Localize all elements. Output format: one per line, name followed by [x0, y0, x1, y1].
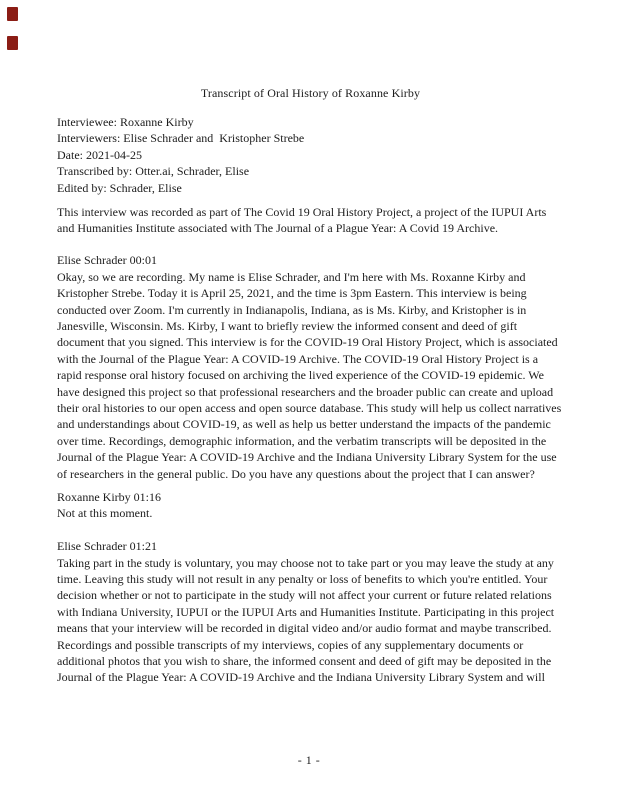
segment-timestamp: 00:01: [129, 253, 157, 268]
segment-heading: [57, 252, 564, 268]
red-corner-mark: [7, 36, 18, 50]
page-number: - 1 -: [297, 753, 321, 767]
segment-text: Okay, so we are recording. My name is Elise Schrader, and I'm here with Ms. Roxanne Kirby and Kristopher Strebe. Today it is April 25, 2021, and the time is 3pm Eastern. This interview is being conducted over Zoom. I'm currently in Indianapolis, Indiana, as is Ms. Kirby, and Kristopher is in Janesville, Wisconsin. Ms. Kirby, I want to briefly review the informed consent and deed of gift document that you signed. This interview is for the COVID-19 Oral History Project, which is associated with the Journal of the Plague Year: A COVID-19 Archive. The COVID-19 Oral History Project is a rapid response oral history focused on archiving the lived experience of the COVID-19 epidemic. We have designed this project so that professional researchers and the broader public can create and upload their oral histories to our open access and open source database. This study will help us collect narratives and understandings about COVID-19, as well as help us better understand the impacts of the pandemic over time. Recordings, demographic information, and the verbatim transcripts will be deposited in the Journal of the Plague Year: A COVID-19 Archive and the Indiana University Library System for the use of researchers in the general public. Do you have any questions about the project that I can answer?: [57, 269, 562, 481]
metadata-edited-by: Edited by: Schrader, Elise: [57, 180, 182, 195]
red-corner-mark: [7, 7, 18, 21]
page-footer: [0, 752, 618, 768]
segment-timestamp: 01:21: [129, 539, 157, 554]
metadata-date: Date: 2021-04-25: [57, 147, 142, 162]
speaker-name: Elise Schrader: [57, 253, 127, 268]
segment-text: Not at this moment.: [57, 505, 153, 520]
transcript-segment: [57, 489, 564, 522]
segment-heading: [57, 538, 564, 554]
page-content: [57, 85, 564, 686]
metadata-interviewee: Interviewee: Roxanne Kirby: [57, 115, 194, 129]
transcript-segment: [57, 538, 564, 686]
transcript-segment: [57, 252, 564, 482]
metadata-interviewers: Interviewers: Elise Schrader and Kristopher Strebe: [57, 131, 305, 146]
speaker-name: Roxanne Kirby: [57, 489, 131, 504]
page-title: Transcript of Oral History of Roxanne Kirby: [200, 86, 421, 100]
segment-text: Taking part in the study is voluntary, you may choose not to take part or you may leave the study at any time. Leaving this study will not result in any penalty or loss of benefits to which you're entitled. Your decision whether or not to participate in the study will not affect your current or future related relations with Indiana University, IUPUI or the IUPUI Arts and Humanities Institute. Participating in this project means that your interview will be recorded in digital video and/or audio format and maybe transcribed. Recordings and possible transcripts of my interviews, copies of any supplementary documents or additional photos that you wish to share, the informed consent and deed of gift may be deposited in the Journal of the Plague Year: A COVID-19 Archive and the Indiana University Library System and will: [57, 555, 555, 685]
segment-heading: [57, 489, 564, 505]
segment-timestamp: 01:16: [133, 489, 161, 504]
speaker-name: Elise Schrader: [57, 539, 127, 554]
metadata-block: [57, 114, 564, 196]
preamble-paragraph: This interview was recorded as part of The Covid 19 Oral History Project, a project of the IUPUI Arts and Humanities Institute associated with The Journal of a Plague Year: A Covid 19 Archive.: [57, 204, 547, 235]
metadata-transcribed-by: Transcribed by: Otter.ai, Schrader, Elise: [57, 164, 250, 179]
